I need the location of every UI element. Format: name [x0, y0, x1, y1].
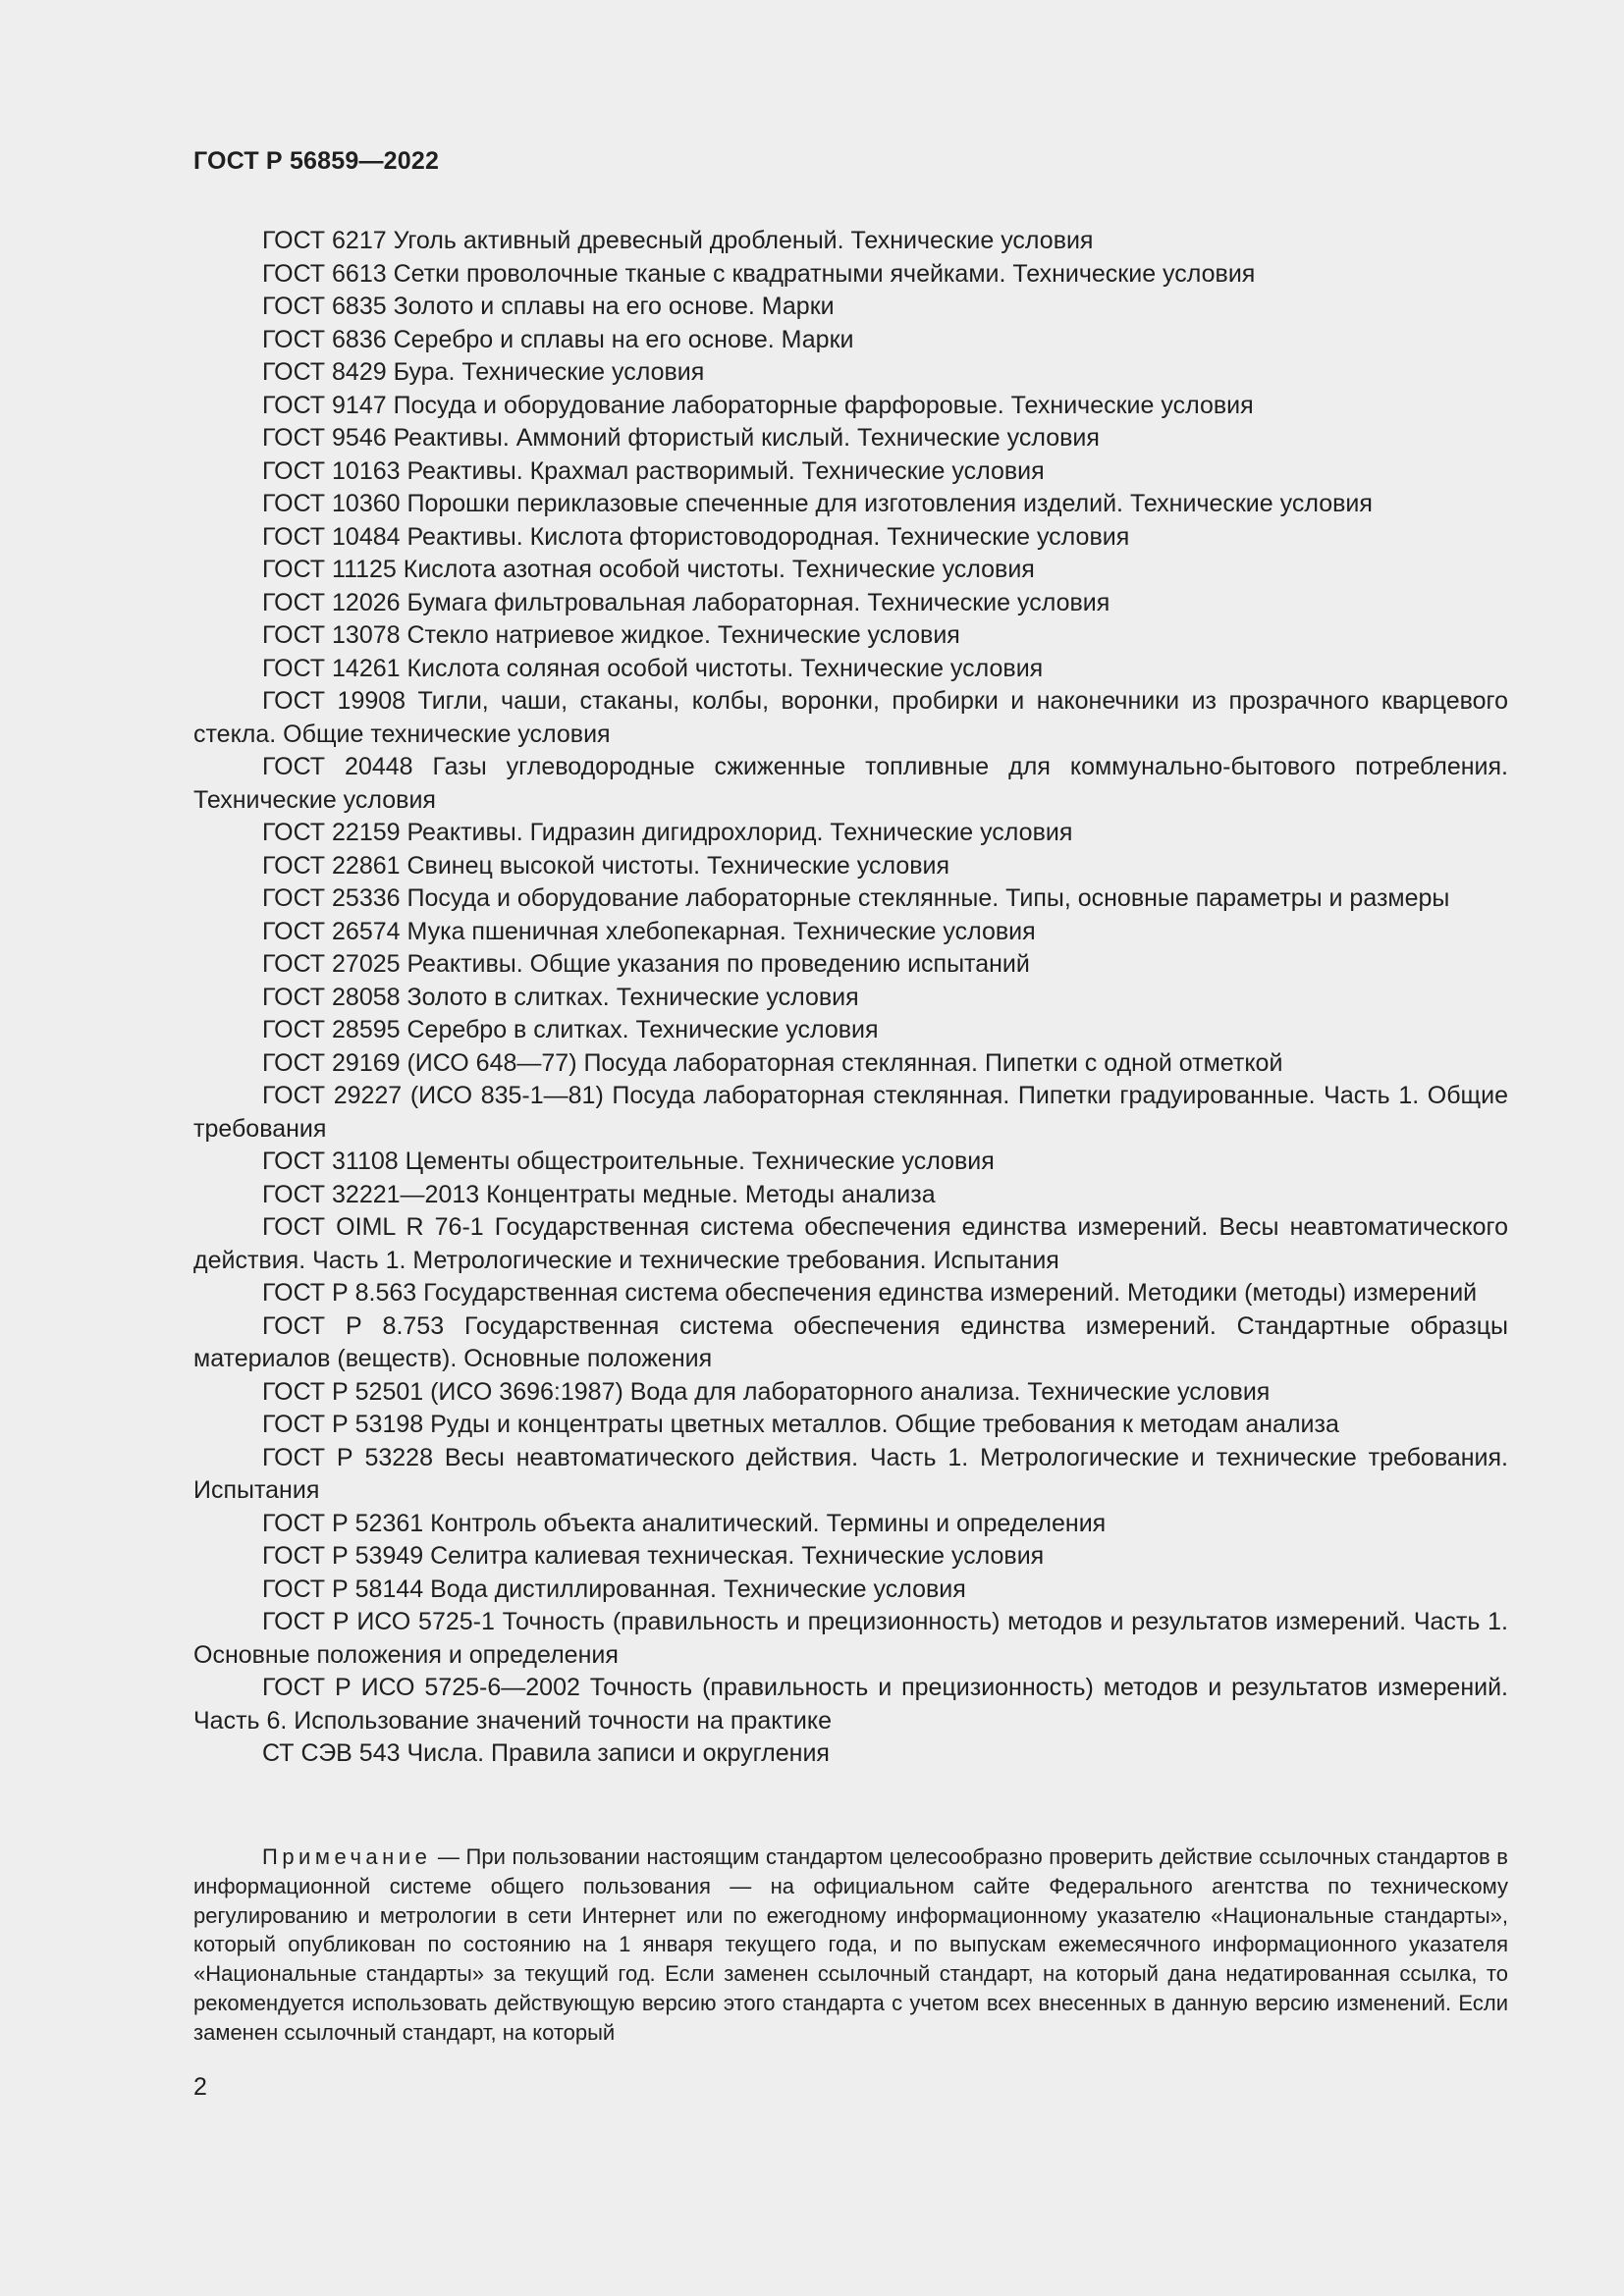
reference-item: ГОСТ 11125 Кислота азотная особой чистоты. Технические условия: [262, 556, 1035, 583]
normative-references-list: [193, 225, 1508, 1771]
reference-item: ГОСТ Р 58144 Вода дистиллированная. Технические условия: [262, 1575, 966, 1603]
note-paragraph: [193, 1842, 1508, 2048]
reference-item: ГОСТ Р ИСО 5725-6—2002 Точность (правильность и прецизионность) методов и результатов измерений. Часть 6. Использование значений точности на практике: [193, 1674, 1508, 1735]
reference-item: ГОСТ 6836 Серебро и сплавы на его основе. Марки: [262, 325, 854, 353]
note-label: Примечание: [262, 1844, 432, 1869]
reference-item: ГОСТ 29227 (ИСО 835-1—81) Посуда лабораторная стеклянная. Пипетки градуированные. Часть 1. Общие требования: [193, 1082, 1508, 1143]
reference-item: ГОСТ 6217 Уголь активный древесный дробленый. Технические условия: [262, 227, 1094, 254]
reference-item: ГОСТ Р 53198 Руды и концентраты цветных металлов. Общие требования к методам анализа: [262, 1411, 1339, 1438]
reference-item: ГОСТ 10484 Реактивы. Кислота фтористоводородная. Технические условия: [262, 522, 1130, 551]
reference-item: ГОСТ 29169 (ИСО 648—77) Посуда лабораторная стеклянная. Пипетки с одной отметкой: [262, 1048, 1283, 1077]
reference-item: ГОСТ 13078 Стекло натриевое жидкое. Технические условия: [262, 621, 960, 649]
reference-item: ГОСТ 22861 Свинец высокой чистоты. Технические условия: [262, 851, 949, 880]
reference-item: ГОСТ Р 52361 Контроль объекта аналитический. Термины и определения: [262, 1509, 1107, 1537]
reference-item: ГОСТ 9546 Реактивы. Аммоний фтористый кислый. Технические условия: [262, 424, 1100, 452]
reference-item: ГОСТ 19908 Тигли, чаши, стаканы, колбы, воронки, пробирки и наконечники из прозрачного кварцевого стекла. Общие технические условия: [193, 687, 1508, 748]
reference-item: ГОСТ Р 8.563 Государственная система обеспечения единства измерений. Методики (методы) измерений: [262, 1279, 1478, 1307]
document-header: ГОСТ Р 56859—2022: [193, 147, 440, 175]
note-text: — При пользовании настоящим стандартом целесообразно проверить действие ссылочных стандартов в информационной системе общего пользования — на официальном сайте Федерального агентства по техническому регулированию и метрологии в сети Интернет или по ежегодному информационному указателю «Национальные стандарты», который опубликован по состоянию на 1 января текущего года, и по выпускам ежемесячного информационного указателя «Национальные стандарты» за текущий год. Если заменен ссылочный стандарт, на который дана недатированная ссылка, то рекомендуется использовать действующую версию этого стандарта с учетом всех внесенных в данную версию изменений. Если заменен ссылочный стандарт, на который: [193, 1844, 1508, 2045]
reference-item: ГОСТ OIML R 76-1 Государственная система обеспечения единства измерений. Весы неавтоматического действия. Часть 1. Метрологические и технические требования. Испытания: [193, 1213, 1508, 1274]
reference-item: ГОСТ Р 53228 Весы неавтоматического действия. Часть 1. Метрологические и технические требования. Испытания: [193, 1443, 1508, 1504]
reference-item: ГОСТ 27025 Реактивы. Общие указания по проведению испытаний: [262, 950, 1030, 978]
reference-item: ГОСТ Р 53949 Селитра калиевая техническая. Технические условия: [262, 1542, 1045, 1570]
reference-item: ГОСТ 12026 Бумага фильтровальная лабораторная. Технические условия: [262, 588, 1110, 616]
reference-item: ГОСТ 6613 Сетки проволочные тканые с квадратными ячейками. Технические условия: [262, 259, 1256, 288]
reference-item: ГОСТ 28058 Золото в слитках. Технические условия: [262, 983, 859, 1011]
reference-item: ГОСТ 9147 Посуда и оборудование лабораторные фарфоровые. Технические условия: [262, 391, 1254, 419]
reference-item: ГОСТ 31108 Цементы общестроительные. Технические условия: [262, 1148, 995, 1175]
reference-item: ГОСТ Р ИСО 5725-1 Точность (правильность и прецизионность) методов и результатов измерений. Часть 1. Основные положения и определения: [193, 1608, 1508, 1669]
reference-item: ГОСТ 22159 Реактивы. Гидразин дигидрохлорид. Технические условия: [262, 819, 1073, 846]
reference-item: ГОСТ 28595 Серебро в слитках. Технические условия: [262, 1016, 879, 1043]
reference-item: ГОСТ 20448 Газы углеводородные сжиженные топливные для коммунально-бытового потребления. Технические условия: [193, 753, 1508, 814]
reference-item: ГОСТ 10163 Реактивы. Крахмал растворимый. Технические условия: [262, 456, 1045, 485]
reference-item: СТ СЭВ 543 Числа. Правила записи и округления: [262, 1739, 830, 1767]
reference-item: ГОСТ 14261 Кислота соляная особой чистоты. Технические условия: [262, 654, 1044, 682]
reference-item: ГОСТ Р 8.753 Государственная система обеспечения единства измерений. Стандартные образцы материалов (веществ). Основные положения: [193, 1311, 1508, 1372]
reference-item: ГОСТ 32221—2013 Концентраты медные. Методы анализа: [262, 1180, 936, 1208]
reference-item: ГОСТ 25336 Посуда и оборудование лабораторные стеклянные. Типы, основные параметры и размеры: [262, 884, 1450, 912]
page-number: 2: [193, 2073, 207, 2101]
reference-item: ГОСТ Р 52501 (ИСО 3696:1987) Вода для лабораторного анализа. Технические условия: [262, 1377, 1271, 1406]
reference-item: ГОСТ 26574 Мука пшеничная хлебопекарная. Технические условия: [262, 917, 1036, 945]
reference-item: ГОСТ 10360 Порошки периклазовые спеченные для изготовления изделий. Технические условия: [262, 490, 1373, 517]
reference-item: ГОСТ 6835 Золото и сплавы на его основе. Марки: [262, 293, 835, 320]
reference-item: ГОСТ 8429 Бура. Технические условия: [262, 358, 705, 386]
